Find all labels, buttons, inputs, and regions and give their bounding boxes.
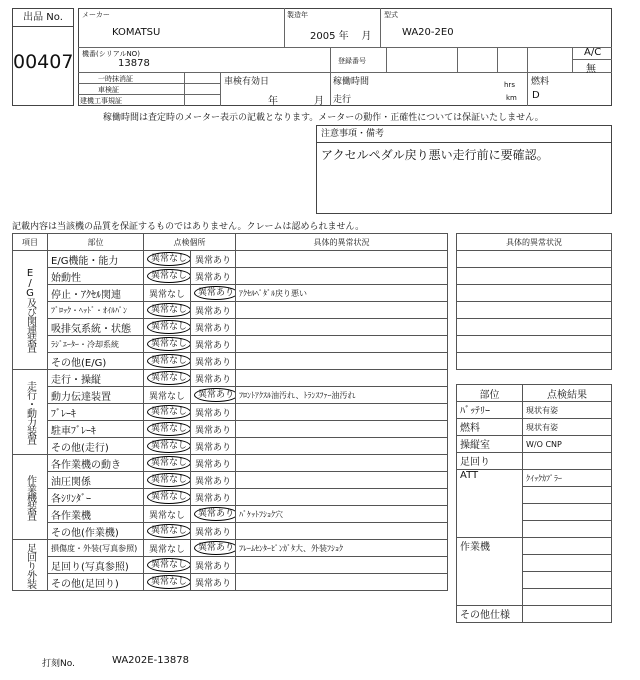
check-ok — [144, 268, 191, 285]
circled-status-ok: 異常なし — [147, 405, 191, 419]
table-row — [13, 489, 448, 506]
circled-status-ng: 異常あり — [194, 286, 236, 300]
right-detail-title: 具体的異常状況 — [457, 234, 612, 251]
notes-label: 注意事項・備考 — [317, 126, 611, 143]
notes-box — [316, 125, 612, 214]
check-ng — [191, 387, 236, 404]
part-name: 停止・ｱｸｾﾙ関連 — [48, 285, 144, 302]
detail — [236, 336, 448, 353]
part-name: 各ｼﾘﾝﾀﾞｰ — [48, 489, 144, 506]
ac-label: A/C — [584, 47, 602, 58]
status-ok: 異常なし — [148, 391, 185, 402]
detail — [236, 268, 448, 285]
part-name: その他(足回り) — [48, 574, 144, 591]
header-check: 点検個所 — [144, 234, 236, 251]
right-detail-row — [457, 251, 612, 268]
detail — [236, 489, 448, 506]
circled-status-ok: 異常なし — [147, 269, 191, 283]
permit-vehicle: 車検証 — [98, 86, 119, 94]
stamp-label: 打刻No. — [42, 659, 75, 669]
circled-status-ok: 異常なし — [147, 456, 191, 470]
year-value: 2005 年 月 — [310, 31, 372, 42]
right-detail-cell — [457, 319, 612, 336]
status-ng: 異常あり — [194, 493, 231, 504]
table-row — [13, 387, 448, 404]
table-row — [13, 268, 448, 285]
check-ng — [191, 353, 236, 370]
part-name: 足回り(写真参照) — [48, 557, 144, 574]
group-label: 走行・動力装置 — [13, 370, 48, 455]
result-row — [457, 453, 612, 470]
check-ng — [191, 404, 236, 421]
hours-unit: hrs — [504, 81, 515, 89]
fuel-label: 燃料 — [531, 77, 550, 87]
detail — [236, 319, 448, 336]
detail — [236, 574, 448, 591]
circled-status-ok: 異常なし — [147, 524, 191, 538]
check-ng — [191, 557, 236, 574]
check-ng — [191, 251, 236, 268]
circled-status-ok: 異常なし — [147, 422, 191, 436]
status-ok: 異常なし — [148, 510, 185, 521]
part-name: その他(E/G) — [48, 353, 144, 370]
right-detail-row — [457, 302, 612, 319]
inspection-table — [12, 233, 448, 591]
lot-label: 出品 No. — [13, 9, 73, 27]
detail — [236, 472, 448, 489]
detail: ｱｸｾﾙﾍﾟﾀﾞﾙ戻り悪い — [236, 285, 448, 302]
right-detail-row — [457, 268, 612, 285]
circled-status-ok: 異常なし — [147, 371, 191, 385]
check-ok — [144, 370, 191, 387]
status-ng: 異常あり — [194, 357, 231, 368]
detail — [236, 523, 448, 540]
detail: ﾊﾞｹｯﾄﾌｼｮｸ穴 — [236, 506, 448, 523]
check-ok — [144, 251, 191, 268]
detail — [236, 421, 448, 438]
right-detail-cell — [457, 353, 612, 370]
status-ng: 異常あり — [194, 340, 231, 351]
status-ok: 異常なし — [148, 289, 185, 300]
table-row — [13, 336, 448, 353]
right-detail-header — [457, 234, 612, 251]
status-ng: 異常あり — [194, 272, 231, 283]
detail: ﾌﾚｰﾑｾﾝﾀｰﾋﾟﾝｶﾞﾀ大、外装ﾌｼｮｸ — [236, 540, 448, 557]
status-ng: 異常あり — [194, 323, 231, 334]
circled-status-ng: 異常あり — [194, 507, 236, 521]
result-row — [457, 419, 612, 436]
right-detail-row — [457, 336, 612, 353]
status-ng: 異常あり — [194, 425, 231, 436]
status-ng: 異常あり — [194, 442, 231, 453]
check-ok — [144, 387, 191, 404]
result-value — [523, 538, 612, 555]
notes-text: アクセルペダル戻り悪い走行前に要確認。 — [321, 148, 549, 162]
circled-status-ok: 異常なし — [147, 252, 191, 266]
check-ng — [191, 523, 236, 540]
check-ng — [191, 319, 236, 336]
check-ng — [191, 336, 236, 353]
group-label: E/G及び関連装置 — [13, 251, 48, 370]
check-ok — [144, 506, 191, 523]
check-ng — [191, 574, 236, 591]
check-ok — [144, 472, 191, 489]
fuel-value: D — [532, 90, 540, 101]
right-detail-cell — [457, 336, 612, 353]
table-row — [13, 404, 448, 421]
result-table — [456, 384, 612, 623]
check-ok — [144, 574, 191, 591]
maker-value: KOMATSU — [112, 27, 161, 38]
result-part: 操縦室 — [457, 436, 523, 453]
part-name: E/G機能・能力 — [48, 251, 144, 268]
circled-status-ok: 異常なし — [147, 337, 191, 351]
model-value: WA20-2E0 — [402, 27, 454, 38]
part-name: 駐車ﾌﾞﾚｰｷ — [48, 421, 144, 438]
right-detail-row — [457, 319, 612, 336]
result-value — [523, 572, 612, 589]
part-name: 油圧関係 — [48, 472, 144, 489]
part-name: 各作業機の動き — [48, 455, 144, 472]
part-name: 損傷度・外装(写真参照) — [48, 540, 144, 557]
check-ok — [144, 285, 191, 302]
inspection-month: 月 — [314, 96, 324, 107]
circled-status-ok: 異常なし — [147, 320, 191, 334]
hours-label: 稼働時間 — [333, 77, 370, 87]
result-part: ATT — [457, 470, 523, 538]
check-ng — [191, 540, 236, 557]
year-label: 製造年 — [287, 11, 308, 19]
right-detail-row — [457, 285, 612, 302]
detail — [236, 455, 448, 472]
check-ok — [144, 489, 191, 506]
table-row — [13, 302, 448, 319]
table-row — [13, 421, 448, 438]
table-row — [13, 285, 448, 302]
status-ng: 異常あり — [194, 527, 231, 538]
check-ok — [144, 302, 191, 319]
status-ng: 異常あり — [194, 561, 231, 572]
part-name: 吸排気系統・状態 — [48, 319, 144, 336]
header-part: 部位 — [48, 234, 144, 251]
circled-status-ok: 異常なし — [147, 473, 191, 487]
stamp-number: WA202E-13878 — [112, 655, 190, 666]
result-part: その他仕様 — [457, 606, 523, 623]
detail: ﾌﾛﾝﾄｱｸｽﾙ油汚れ、ﾄﾗﾝｽﾌｧｰ油汚れ — [236, 387, 448, 404]
detail — [236, 370, 448, 387]
part-name: 走行・操縦 — [48, 370, 144, 387]
result-row — [457, 538, 612, 555]
check-ng — [191, 472, 236, 489]
table-row — [13, 438, 448, 455]
permit-temporary: 一時抹消証 — [98, 75, 133, 83]
serial-value: 13878 — [118, 58, 150, 69]
check-ng — [191, 421, 236, 438]
status-ng: 異常あり — [194, 306, 231, 317]
result-value: 現状有姿 — [523, 402, 612, 419]
table-row — [13, 370, 448, 387]
check-ok — [144, 336, 191, 353]
result-part: 足回り — [457, 453, 523, 470]
permit-construction: 建機工事規証 — [80, 97, 122, 105]
part-name: ﾗｼﾞｴｰﾀｰ・冷却系統 — [48, 336, 144, 353]
result-value — [523, 555, 612, 572]
registration-label: 登録番号 — [338, 57, 366, 65]
result-header-part: 部位 — [457, 385, 523, 402]
header-detail: 具体的異常状況 — [236, 234, 448, 251]
table-row — [13, 557, 448, 574]
table-row — [13, 319, 448, 336]
detail — [236, 251, 448, 268]
status-ng: 異常あり — [194, 476, 231, 487]
hours-note: 稼働時間は査定時のメーター表示の記載となります。メーターの動作・正確性については保証いたしません。 — [103, 113, 544, 123]
check-ng — [191, 455, 236, 472]
travel-label: 走行 — [333, 95, 352, 105]
circled-status-ok: 異常なし — [147, 303, 191, 317]
table-row — [13, 455, 448, 472]
table-header-row — [13, 234, 448, 251]
part-name: ﾌﾞﾛｯｸ・ﾍｯﾄﾞ・ｵｲﾙﾊﾟﾝ — [48, 302, 144, 319]
result-value: W/O CNP — [523, 436, 612, 453]
status-ng: 異常あり — [194, 374, 231, 385]
km-unit: km — [506, 94, 517, 102]
check-ok — [144, 404, 191, 421]
check-ng — [191, 302, 236, 319]
group-label: 作業機装置 — [13, 455, 48, 540]
table-row — [13, 251, 448, 268]
check-ng — [191, 489, 236, 506]
part-name: 動力伝達装置 — [48, 387, 144, 404]
result-part: ﾊﾞｯﾃﾘｰ — [457, 402, 523, 419]
check-ng — [191, 438, 236, 455]
table-row — [13, 574, 448, 591]
check-ok — [144, 540, 191, 557]
check-ng — [191, 285, 236, 302]
detail — [236, 557, 448, 574]
detail — [236, 404, 448, 421]
result-value: 現状有姿 — [523, 419, 612, 436]
right-detail-cell — [457, 268, 612, 285]
result-value: ｸｲｯｸｶﾌﾟﾗｰ — [523, 470, 612, 487]
check-ok — [144, 353, 191, 370]
result-value — [523, 453, 612, 470]
check-ok — [144, 438, 191, 455]
result-row — [457, 606, 612, 623]
check-ng — [191, 370, 236, 387]
check-ng — [191, 268, 236, 285]
result-row — [457, 436, 612, 453]
result-value — [523, 487, 612, 504]
part-name: その他(走行) — [48, 438, 144, 455]
status-ng: 異常あり — [194, 255, 231, 266]
result-header-value: 点検結果 — [523, 385, 612, 402]
check-ok — [144, 455, 191, 472]
model-label: 型式 — [384, 11, 398, 19]
status-ng: 異常あり — [194, 459, 231, 470]
circled-status-ok: 異常なし — [147, 354, 191, 368]
part-name: その他(作業機) — [48, 523, 144, 540]
check-ok — [144, 557, 191, 574]
lot-number-box — [12, 8, 74, 106]
result-row — [457, 470, 612, 487]
table-row — [13, 472, 448, 489]
ac-value: 無 — [586, 64, 596, 75]
disclaimer: 記載内容は当該機の品質を保証するものではありません。クレームは認められません。 — [12, 222, 365, 232]
part-name: 各作業機 — [48, 506, 144, 523]
result-part: 作業機 — [457, 538, 523, 606]
result-value — [523, 606, 612, 623]
right-detail-cell — [457, 285, 612, 302]
inspection-label: 車検有効日 — [224, 77, 270, 87]
circled-status-ng: 異常あり — [194, 541, 236, 555]
check-ok — [144, 421, 191, 438]
detail — [236, 438, 448, 455]
detail — [236, 353, 448, 370]
circled-status-ng: 異常あり — [194, 388, 236, 402]
status-ng: 異常あり — [194, 408, 231, 419]
circled-status-ok: 異常なし — [147, 558, 191, 572]
right-detail-cell — [457, 302, 612, 319]
result-value — [523, 589, 612, 606]
check-ok — [144, 319, 191, 336]
group-label: 足回り外装 — [13, 540, 48, 591]
maker-label: メーカー — [82, 11, 110, 19]
lot-number: 00407 — [13, 51, 74, 73]
right-detail-cell — [457, 251, 612, 268]
table-row — [13, 540, 448, 557]
table-row — [13, 523, 448, 540]
check-ok — [144, 523, 191, 540]
table-row — [13, 353, 448, 370]
result-header — [457, 385, 612, 402]
part-name: 始動性 — [48, 268, 144, 285]
serial-label: 機番(シリアルNO) — [82, 50, 140, 58]
detail — [236, 302, 448, 319]
right-detail-table — [456, 233, 612, 370]
result-value — [523, 521, 612, 538]
status-ok: 異常なし — [148, 544, 185, 555]
table-row — [13, 506, 448, 523]
inspection-year: 年 — [268, 96, 278, 107]
status-ng: 異常あり — [194, 578, 231, 589]
result-row — [457, 402, 612, 419]
circled-status-ok: 異常なし — [147, 490, 191, 504]
part-name: ﾌﾞﾚｰｷ — [48, 404, 144, 421]
circled-status-ok: 異常なし — [147, 439, 191, 453]
result-value — [523, 504, 612, 521]
right-detail-row — [457, 353, 612, 370]
circled-status-ok: 異常なし — [147, 575, 191, 589]
check-ng — [191, 506, 236, 523]
header-item: 項目 — [13, 234, 48, 251]
result-part: 燃料 — [457, 419, 523, 436]
